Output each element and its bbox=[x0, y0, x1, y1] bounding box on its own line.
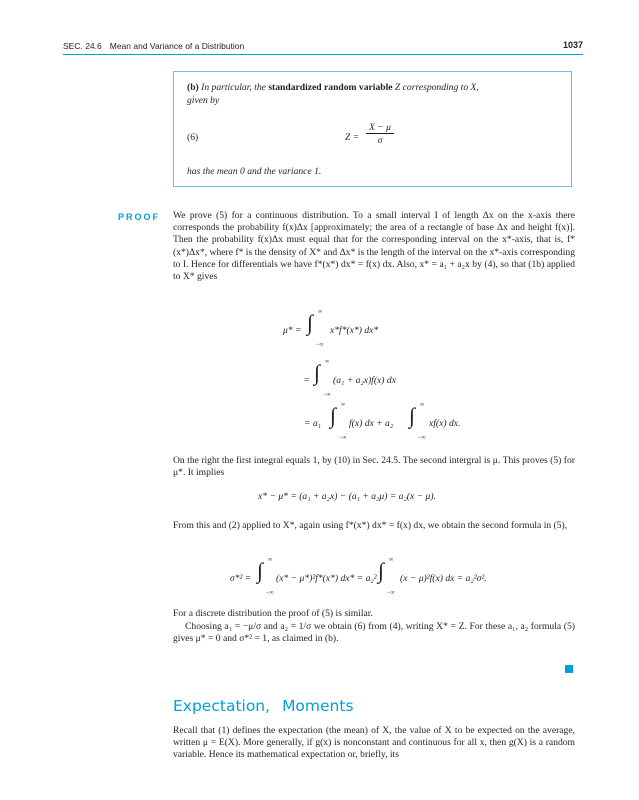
theorem-closing: has the mean 0 and the variance 1. bbox=[187, 166, 322, 177]
mu-star-line-1: x*f*(x*) dx* bbox=[330, 325, 379, 336]
lower-limit: −∞ bbox=[323, 392, 331, 398]
lower-limit: −∞ bbox=[418, 435, 426, 441]
theorem-text-post: Z corresponding to X, bbox=[394, 82, 479, 93]
variance-part-a: (x* − μ*)²f*(x*) dx* = a₂² bbox=[276, 573, 377, 584]
mu-star-line-3-eq: = a₁ bbox=[304, 418, 322, 429]
difference-equation: x* − μ* = (a₁ + a₂x) − (a₁ + a₂μ) = a₂(x − μ). bbox=[258, 491, 436, 502]
theorem-text-pre: In particular, the bbox=[201, 82, 266, 93]
after-mu-paragraph: On the right the first integral equals 1, by (10) in Sec. 24.5. The second intergral is μ. This proves (5) for μ*. It implies bbox=[173, 455, 575, 479]
proof-label: PROOF bbox=[118, 212, 161, 222]
mu-star-line-2-eq: = bbox=[304, 375, 310, 386]
upper-limit: ∞ bbox=[268, 557, 273, 563]
integral-sign: ∫ bbox=[330, 403, 337, 428]
variance-part-b: (x − μ)²f(x) dx = a₂²σ². bbox=[400, 573, 487, 584]
integral-sign: ∫ bbox=[307, 310, 314, 335]
variance-lhs: σ*² = bbox=[230, 573, 252, 584]
section-title: Mean and Variance of a Distribution bbox=[109, 41, 245, 51]
upper-limit: ∞ bbox=[318, 309, 323, 315]
proof-paragraph: We prove (5) for a continuous distribution. To a small interval I of length Δx on the x-axis there corresponds the probability f(x)Δx [approximately; the area of a rectangle of base Δx and height f(x)]. Then the probability f(x)Δx must equal that for the corresponding interval on the x*-axis, that is, f*(x*)Δx*, where f* is the density of X* and Δx* is the length of the interval on the x*-axis corresponding to I. Hence for differentials we have f*(x*) dx* = f(x) dx. Also, x* = a₁ + a₂x by (4), so that (1b) applied to X* gives bbox=[173, 210, 575, 283]
integral-sign: ∫ bbox=[378, 558, 385, 583]
section-number: SEC. 24.6 bbox=[63, 41, 102, 51]
header-rule bbox=[63, 54, 583, 55]
discrete-paragraph: For a discrete distribution the proof of (5) is similar. bbox=[173, 608, 373, 619]
equation-6-fraction bbox=[366, 122, 394, 146]
upper-limit: ∞ bbox=[325, 359, 330, 365]
mu-star-line-2: (a₁ + a₂x)f(x) dx bbox=[333, 375, 396, 386]
lower-limit: −∞ bbox=[266, 590, 274, 596]
heading-word-2: Moments bbox=[282, 697, 354, 715]
equation-number-6: (6) bbox=[187, 132, 199, 143]
theorem-line-1 bbox=[187, 82, 479, 94]
part-label: (b) bbox=[187, 82, 199, 93]
lower-limit: −∞ bbox=[316, 342, 324, 348]
mu-star-lhs: μ* = bbox=[283, 325, 302, 336]
fraction-denominator: σ bbox=[366, 133, 394, 146]
lower-limit: −∞ bbox=[387, 590, 395, 596]
qed-square-icon bbox=[565, 665, 573, 673]
heading-word-1: Expectation, bbox=[173, 697, 271, 715]
section-heading bbox=[173, 697, 354, 715]
theorem-line-2: given by bbox=[187, 95, 220, 106]
theorem-bold-term: standardized random variable bbox=[268, 82, 393, 93]
mu-star-line-3-b: xf(x) dx. bbox=[429, 418, 461, 429]
page-number: 1037 bbox=[562, 40, 583, 50]
mu-star-line-3-a: f(x) dx + a₂ bbox=[349, 418, 394, 429]
equation-6-lhs: Z = bbox=[345, 132, 360, 143]
after-diff-paragraph: From this and (2) applied to X*, again using f*(x*) dx* = f(x) dx, we obtain the second formula in (5), bbox=[173, 520, 568, 531]
upper-limit: ∞ bbox=[420, 402, 425, 408]
lower-limit: −∞ bbox=[339, 435, 347, 441]
upper-limit: ∞ bbox=[389, 557, 394, 563]
running-header-left bbox=[63, 41, 244, 51]
upper-limit: ∞ bbox=[341, 402, 346, 408]
choosing-paragraph: Choosing a₁ = −μ/σ and a₂ = 1/σ we obtain (6) from (4), writing X* = Z. For these a₁, a₂ formula (5) gives μ* = 0 and σ*² = 1, as claimed in (b). bbox=[173, 621, 575, 645]
integral-sign: ∫ bbox=[257, 558, 264, 583]
final-paragraph: Recall that (1) defines the expectation (the mean) of X, the value of X to be expected on the average, written μ = E(X). More generally, if g(x) is nonconstant and continuous for all x, then g(X) is a random variable. Hence its mathematical expectation or, briefly, its bbox=[173, 725, 575, 761]
integral-sign: ∫ bbox=[314, 360, 321, 385]
fraction-numerator: X − μ bbox=[369, 122, 391, 133]
theorem-box bbox=[173, 71, 572, 187]
integral-sign: ∫ bbox=[409, 403, 416, 428]
